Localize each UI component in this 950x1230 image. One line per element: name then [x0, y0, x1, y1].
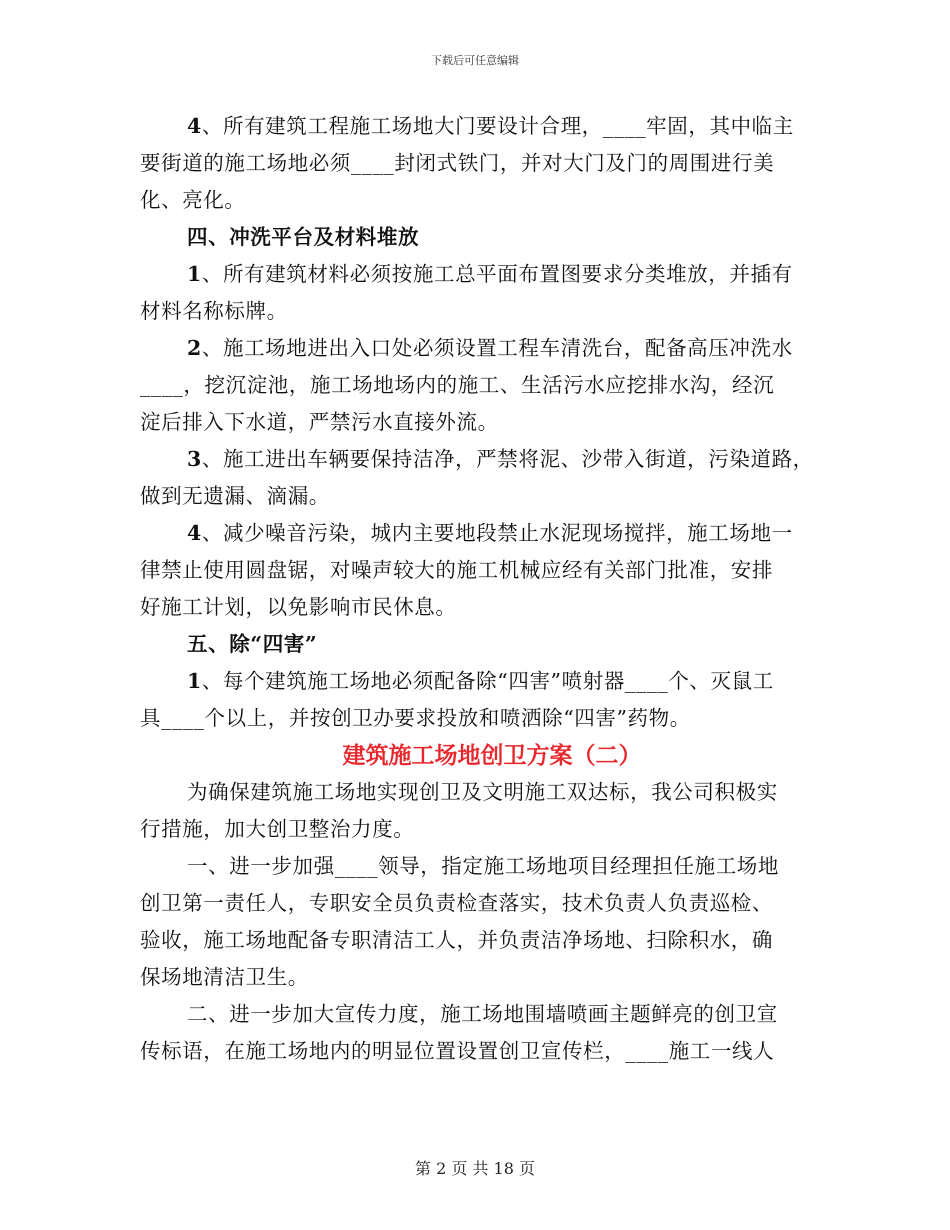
- text-line: 2、施工场地进出入口处必须设置工程车清洗台，配备高压冲洗水: [187, 336, 793, 360]
- page-header: 下载后可任意编辑: [431, 54, 519, 67]
- document-title: [140, 737, 820, 774]
- text-line: 四、冲洗平台及材料堆放: [187, 225, 420, 249]
- text-line: 创卫第一责任人，专职安全员负责检查落实，技术负责人负责巡检、: [140, 891, 773, 915]
- section-heading: [140, 626, 820, 663]
- text-line: 一、进一步加强____领导，指定施工场地项目经理担任施工场地: [187, 854, 779, 878]
- text-line: 4、减少噪音污染，城内主要地段禁止水泥现场搅拌，施工场地一: [187, 521, 793, 545]
- text-line: 好施工计划，以免影响市民休息。: [140, 595, 457, 619]
- text-line: 为确保建筑施工场地实现创卫及文明施工双达标，我公司积极实: [187, 780, 778, 804]
- text-line: 传标语，在施工场地内的明显位置设置创卫宣传栏，____施工一线人: [140, 1039, 775, 1063]
- text-line: 3、施工进出车辆要保持洁净，严禁将泥、沙带入街道，污染道路，: [187, 447, 814, 471]
- document-body: [140, 108, 820, 1070]
- text-line: 建筑施工场地创卫方案（二）: [342, 742, 642, 769]
- text-line: 1、所有建筑材料必须按施工总平面布置图要求分类堆放，并插有: [187, 262, 793, 286]
- section-heading: [140, 219, 820, 256]
- paragraph: [140, 108, 820, 219]
- text-line: 保场地清洁卫生。: [140, 965, 309, 989]
- text-line: 验收，施工场地配备专职清洁工人，并负责洁净场地、扫除积水，确: [140, 928, 773, 952]
- text-line: 五、除“四害”: [187, 632, 318, 656]
- text-line: 1、每个建筑施工场地必须配备除“四害”喷射器____个、灭鼠工: [187, 669, 774, 693]
- text-line: 二、进一步加大宣传力度，施工场地围墙喷画主题鲜亮的创卫宣: [187, 1002, 778, 1026]
- text-line: ____，挖沉淀池，施工场地场内的施工、生活污水应挖排水沟，经沉: [140, 373, 775, 397]
- paragraph: [140, 441, 820, 515]
- text-line: 具____个以上，并按创卫办要求投放和喷洒除“四害”药物。: [140, 706, 691, 730]
- text-line: 律禁止使用圆盘锯，对噪声较大的施工机械应经有关部门批准，安排: [140, 558, 773, 582]
- paragraph: [140, 848, 820, 996]
- text-line: 做到无遗漏、滴漏。: [140, 484, 330, 508]
- paragraph: [140, 774, 820, 848]
- text-line: 材料名称标牌。: [140, 299, 288, 323]
- text-line: 化、亮化。: [140, 188, 246, 212]
- paragraph: [140, 996, 820, 1070]
- paragraph: [140, 663, 820, 737]
- paragraph: [140, 515, 820, 626]
- text-line: 4、所有建筑工程施工场地大门要设计合理，____牢固，其中临主: [187, 114, 794, 138]
- paragraph: [140, 330, 820, 441]
- text-line: 行措施，加大创卫整治力度。: [140, 817, 415, 841]
- text-line: 要街道的施工场地必须____封闭式铁门，并对大门及门的周围进行美: [140, 151, 775, 175]
- text-line: 淀后排入下水道，严禁污水直接外流。: [140, 410, 499, 434]
- page-footer: 第 2 页 共 18 页: [415, 1159, 535, 1178]
- paragraph: [140, 256, 820, 330]
